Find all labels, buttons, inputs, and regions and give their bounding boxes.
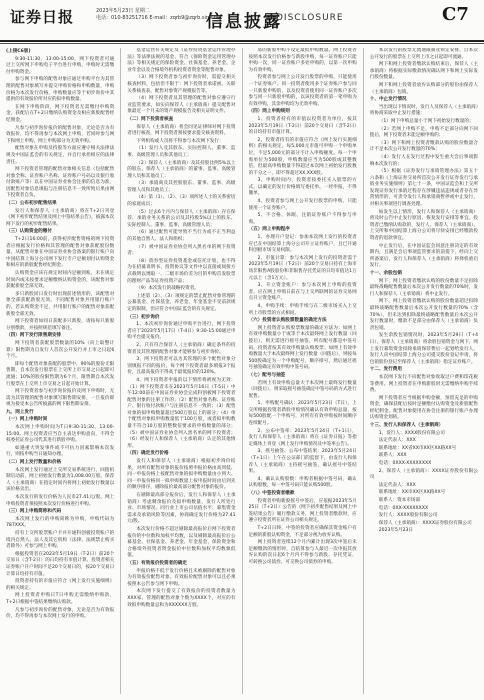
paragraph: （5）过去6个月内与保荐人（主承销商）存在保荐、承销业务关系的公司及其持股5%以上的股东、实际控制人、董事、监事、高级管理人员； <box>127 209 236 228</box>
paragraph: 本次网上发行通过上交所交易系统进行，回拨机制启动前，网上初始发行数量为1,008.00万股。保荐人（主承销商）在指定时间内将网上初始发行数量以该价格卖出。 <box>6 467 115 493</box>
paragraph: 凡参与初步询价报价的配售对象，无论是否为有效报价，均不得再参与本次网上申购，若同时参与网下和网上申购，网上申购部分为无效申购。 <box>6 125 115 144</box>
section-heading: （四）确定发行价格 <box>127 451 169 457</box>
paragraph: 若网上有效申购总量大于本次网上最终发行数量（回拨后），则采取摇号抽签确定中签号码的方式进行配售。 <box>248 380 357 399</box>
paragraph: （1）发行人及其股东、实际控制人、董事、监事、高级管理人员和其他员工； <box>127 146 236 158</box>
section-title: 信息披露 <box>206 12 282 32</box>
newspaper-logo: 证券日报 <box>10 8 75 26</box>
section-heading: （二）公布初步配售结果 <box>6 201 57 207</box>
paragraph: （3）网下投资者参与初步询价时，需提交相关核查材料，包括但不限于：网下投资者承诺函、关联关系核查表、配售对象资产规模报告等。 <box>127 75 236 94</box>
paragraph: 3、申购时间内，投资者按委托买入股票的方式，以确定的发行价格填写委托单。一经申报，不得撤单。 <box>248 178 357 197</box>
paragraph: （4）发行人在发行过程中发生重大会后事项影响本次发行的； <box>369 154 478 167</box>
paragraph: （2）若网上申购不足，申购不足部分向网下回拨后，网下投资者未能足额申购的； <box>369 126 478 139</box>
paragraph: 在剔除最高部分报价后，发行人和保荐人（主承销商）考虑剩余报价及拟申购数量、发行人所处行业、市场情况、同行业上市公司估值水平、募集资金需求及承销风险等因素，协商确定发行价格为27.41元/股。 <box>127 493 236 525</box>
paragraph: 中止发行后，在中国证监会同意注册决定的有效期内，且满足会后事项监管要求的前提下，经向上交所备案后，发行人和保荐人（主承销商）将择机重启发行。 <box>369 243 478 269</box>
paragraph: 申报价格不低于发行价格且未被剔除的配售对象为有效报价配售对象。有效报价配售对象可以且必须按照本公告参与网下申购。 <box>127 568 236 587</box>
paragraph: 本次网上申购时间为T日9:30-11:30、13:00-15:00。网上投资者应当自主表达申购意向，不得全权委托证券公司代其进行新股申购。 <box>6 425 115 444</box>
section-heading: （三）网上申购简称和代码 <box>6 509 62 515</box>
paragraph: 1、发行人：XXXX股份有限公司 <box>378 430 445 436</box>
paragraph: 1、申购配号确认：2023年5月23日（T日），上交所根据投资者新股申购情况确认有效申购总量，按每500股配一个申购号，对所有有效申购按时间顺序连续配号。 <box>248 401 357 427</box>
paragraph: 1、办理开户登记：参加本次网上发行的投资者应已在中国结算上海分公司开立证券账户，且已开通科创板市场交易权限。 <box>248 235 357 254</box>
paragraph: 投资者参与网上公开发行股票的申购，只能使用一个证券账户。同一投资者使用多个证券账户参与同一只新股申购的，以及投资者使用同一证券账户多次参与同一只新股申购的，以该投资者的第一笔申购为有效申购，其余申购均为无效申购。 <box>248 75 357 107</box>
paragraph: 网下投资者管理的配售对象相关信息（包括配售对象全称、证券账户名称、证券账户号码以及银行收付款账户等）以在中国证券业协会注册的信息为准，因配售对象信息填报与注册信息不一致所致后果由网下投资者自负。 <box>6 167 115 199</box>
paragraph: 网下和网上投资者缴款认购结束后，保荐人（主承销商）将根据实际缴款情况确认网下和网上实际发行股份数量。 <box>369 62 478 81</box>
paragraph: 联系人：XXX <box>378 453 407 459</box>
section-heading: （六）投资者认购股票数量的确定方法 <box>248 318 327 324</box>
paragraph: 基金运营有关规定及《证券投资基金运作管理办法》等法律法规的基金、符合《保险资金运用管理办法》等相关规定的保险资金、社保基金、养老金、企业年金以及合格境外机构投资者资金等配售对象。 <box>127 48 236 73</box>
paragraph: 网下、网上投资者缴款认购的股份数量超过扣除最终战略配售数量后本次公开发行数量的70%（含70%），但未达到扣除最终战略配售数量后本次公开发行数量时，缴款不足部分由保荐人（主承销商）负责包销。 <box>369 299 478 331</box>
paragraph: （3）网下和网上投资者缴款认购的股份数量合计不足本次公开发行数量的70%； <box>369 140 478 153</box>
paragraph: 网上投资者申购日T日申购无需缴纳申购款，T+2日根据中签结果缴纳认购款。 <box>6 593 115 605</box>
paragraph: 本次发行的发行价格为人民币27.41元/股。网上申购投资者须按照本次发行价格进行申购。 <box>6 495 115 507</box>
column-divider <box>120 48 121 694</box>
column-3 <box>249 48 357 694</box>
page-number: C7 <box>442 4 469 25</box>
paragraph: 网下投资者应当根据申购金额，预留充足的申购资金，确保获配后按时足额缴付认购资金及新股配售经纪佣金。配售对象使用在协会注册的银行账户办理认购资金划转。 <box>369 395 478 421</box>
article-columns <box>6 48 478 694</box>
paragraph: 2、市值计算：参与本次网上发行的投资者需于2023年5月19日（T-2日）前20个交易日持有上海市场非限售A股股份和非限售存托凭证的日均市值达1万元以上（含1万元）。 <box>248 255 357 281</box>
paragraph: 如发生以上情形，发行人和保荐人（主承销商）将及时公告中止发行原因、恢复发行安排等事宜。投资者已缴纳认购款的，发行人、保荐人（主承销商）、上交所和中国结算上海分公司将尽快安排已经缴款投资者的退款事宜。 <box>369 209 478 242</box>
paragraph: （9）本次发行的战略投资者。 <box>136 286 199 292</box>
paragraph: （4）第（1）、（2）、（3）项所述人士的关系密切的家庭成员； <box>127 195 236 208</box>
section-heading: （三）初步询价 <box>127 314 160 320</box>
header-meta <box>96 8 222 22</box>
paragraph: 认购资金应该在规定时间内足额到账，未在规定时间内或未按要求足额缴纳认购资金的，该配售对象获配新股全部无效。 <box>6 271 115 290</box>
paragraph: 3、网下投资者可以为其管理的多个配售对象分别填报不同的报价，每个网下投资者最多填报3个报价，且最高报价不得高于最低报价的120%。 <box>127 357 236 376</box>
paragraph: 联系人：资本市场部 <box>378 498 421 503</box>
paragraph: 易的新股申购不设定最低申购数量。网上投资者按照本次发行价格参与新股申购，每一证券账户只能申购一次，同一证券账户多处申购的，以第一次申购为有效申购。 <box>248 48 357 73</box>
section-heading: 十三、发行人和保荐人（主承销商） <box>369 423 444 429</box>
paragraph: 持有上交所股票账户卡并开通科创板投资账户的境内自然人、法人及其它机构（法律、法规禁止购买者除外）可参与网上申购。 <box>6 530 115 550</box>
paragraph: 网下和网上投资者放弃认购部分的股份由保荐人（主承销商）包销。 <box>369 82 478 95</box>
paragraph: 电话：0XX-XXXXXXXX <box>378 505 429 511</box>
section-heading: (上接C6版) <box>6 49 31 54</box>
paragraph: （1）网下申购总量小于网下初始发行数量的； <box>378 118 474 124</box>
section-heading: （八）中签投资者缴款 <box>248 491 295 496</box>
column-1 <box>6 48 114 694</box>
section-heading: 十一、余股包销 <box>369 271 402 276</box>
paragraph: 网下投资者参与初步询价报价及网下申购时，无需为其管理的配售对象填写限售期安排，一旦报价即视为接受本公告所披露的网下限售期安排。 <box>6 389 115 408</box>
paragraph: 法定代表人：XXX <box>378 482 416 488</box>
paragraph: （4）网下投资者及其管理的配售对象应遵守行业监管要求，如实向保荐人（主承销商）提交配售对象最近一个月末的资产规模报告及相关证明文件。 <box>127 96 236 115</box>
section-heading: 十、中止发行情况 <box>369 97 407 103</box>
paragraph: 发生余股包销情况时，2023年5月29日（T+4日），保荐人（主承销商）将余股包销资金与网下、网上发行募集资金扣除承销保荐费后一起划给发行人，发行人向中国结算上海分公司提交股份登记申请，将包销股份登记至保荐人（主承销商）指定证券账户。 <box>369 333 478 365</box>
paragraph: T+2日16:00前，获得初步配售资格的网下投资者应根据发行价格和其管理的配售对象获配股份数量，从配售对象在中国证券业协会备案的银行账户向中国结算上海分公司网下发行专户足额划付认购资金和相应的新股配售经纪佣金。 <box>6 237 115 269</box>
paragraph: 多只新股同日发行时出现前述情形的，该配售对象全部获配新股无效。不同配售对象共用银行账户的，若认购资金不足，共用银行账户的配售对象获配新股全部无效。 <box>6 291 115 317</box>
section-title-en: DISCLOSURE <box>276 13 344 23</box>
column-2 <box>127 48 235 694</box>
paragraph: 4、确认认购股数：申购者根据中签号码，确认认购股数，每一中签号码只能认购500股。 <box>248 476 357 489</box>
paragraph: 根据投资者在2023年5月19日（T-2日）前20个交易日（含T-2日）的日均持有市值计算，投资者相关证券账户开户时间不足20个交易日的，按20个交易日计算日均持有市值。 <box>6 551 115 577</box>
paragraph: 投资者持有的市值应符合《网上发行实施细则》的相关规定。 <box>6 579 115 591</box>
section-heading: （三）认购资金的缴付 <box>6 229 52 235</box>
paragraph: 网下投资者获配股票数量的10%（向上取整计算）限售期为自发行人首次公开发行并上市之日起6个月。 <box>6 340 115 360</box>
paragraph: 1、投资者持有的市值以投资者为单位，按其2023年5月19日（T-2日）前20个交易日（含T-2日）的日均持有市值计算。 <box>248 116 357 136</box>
paragraph: 本次网下发行提交了有效报价的投资者数量为XXX家，管理的配售对象个数为XXXX个，对应的有效拟申购数量总和为XXXXXX万股。 <box>127 589 236 608</box>
paragraph: 网下、网上投资者缴款认购的股份数量不足扣除最终战略配售数量后本次公开发行数量的70%时，发行人和保荐人（主承销商）将中止发行。 <box>369 278 478 297</box>
paragraph: 本次网上发行的申购简称为申购，申购代码为787XXX。 <box>6 516 115 529</box>
paragraph: 在网下申购阶段，网下投资者无需缴付申购资金，获配后在T+2日缴纳认购资金及相应新股配售经纪佣金。 <box>6 104 115 123</box>
column-divider <box>242 48 243 694</box>
paragraph: 4、网下投资者申报的以下情形将被视为无效：（1）网下投资者未在2023年5月16日（T-5日）中午12:00前在中国证券业协会完成科创板网下投资者配售对象的注册工作的；（2）配售对象名称、证券账户、银行收付款账户与注册信息不一致的；（3）配售对象的拟申购数量超过500万股以上的部分；（4）单个配售对象拟申购数量低于100万股，或者拟申购数量不符合10万股的整数倍要求的申购数量的部分；（5）被中国证券业协会列入黑名单的网下投资者；（6）经发行人和保荐人（主承销商）认定的其他情形。 <box>127 377 236 449</box>
paragraph: （8）债券型证券投资基金或信托计划，也不得为在招募说明书、投资协议等文件中以直接或间接方式载明以博取一、二级市场价差为目的申购首发股票的理财产品等证券投资产品； <box>127 258 236 284</box>
paragraph: 下列机构或人员将不得参与本次网下发行： <box>136 138 224 144</box>
paragraph: （6）通过配售可能导致不当行为或不正当利益的其他自然人、法人和组织； <box>127 230 236 243</box>
paragraph: 法定代表人：XXX <box>378 438 416 444</box>
paragraph: （2）保荐人（主承销商）及其持股比例5%以上的股东，保荐人（主承销商）的董事、监事、高级管理人员和其他员工； <box>127 160 236 179</box>
paragraph: 保荐人（主承销商）将会同见证律师对网下投资者进行核查，网下投资者须按要求提交核查资料。 <box>127 124 236 137</box>
header-rule <box>0 43 484 44</box>
paragraph: 发行人和保荐人（主承销商）将在T+2日刊登《网下初步配售结果及网上中签结果公告》，披露本次网下发行的初步配售结果。 <box>6 208 115 227</box>
paragraph: 配售对象在申购及持股等方面应遵守相关法律法规及中国证监会的有关规定，并自行承担相应的法律责任。 <box>6 146 115 165</box>
paragraph: 2、保荐人（主承销商）：XXXX证券股份有限公司 <box>369 468 478 481</box>
paragraph: 4、申购手续：申购手续与在二级市场买入上交所上市股票的方式相同。 <box>248 303 357 316</box>
paragraph: 参与网下申购的配售对象应通过申购平台为其管理的配售对象填写并提交申购价格和申购数量，申购价格为本次发行价格，申购数量应等于初步询价中其提供的有效报价所对应的拟申购数量。 <box>6 77 115 103</box>
paragraph: 网下投资者如同日获配多只新股，请按每只新股分别缴款，并按照规范填写备注。 <box>6 319 115 331</box>
section-heading: 十二、发行费用 <box>369 367 402 373</box>
column-4 <box>370 48 478 694</box>
section-heading: （五）网上申购程序 <box>248 227 290 233</box>
paragraph: 本次发行价格不超过剔除最高报价后网下投资者报价的中位数和加权平均数，以及剔除最高报价后公募基金、社保基金、养老金、年金基金、保险资金和合格境外投资者资金报价中位数和加权平均数孰低值。 <box>127 526 236 559</box>
paragraph: 5、不合格、休眠、注销证券账户不得参与申购。 <box>248 213 357 225</box>
paragraph: T+2日日终，中签的投资者应确保其资金账户有足额的新股认购资金，不足部分视为放弃认购。 <box>248 525 357 538</box>
paragraph: 本次发行的股票无流通限制及锁定安排，自本次公开发行的股票在上交所上市之日起即可流通。 <box>369 48 478 60</box>
paragraph: 即每个配售对象获配的股票中，90%的股份无限售期，自本次发行股票在上交所上市交易之日起即可流通；10%的股份限售期为6个月，限售期自本次发行股票在上交所上市交易之日起开始计算。 <box>6 361 115 387</box>
paragraph: 投资者申购新股摇号中签后，应依据2023年5月25日（T+2日）公告的《网下初步配售结果及网上中签结果公告》履行缴款义务，网上投资者缴款时，应遵守投资者所在证券公司相关规定。 <box>248 498 357 524</box>
paragraph: 凡参与初步询价的配售对象，无论是否为有效报价，均不得再参与本次网上发行的申购。 <box>6 607 115 620</box>
paragraph: 4、投资者参与网上公开发行股票的申购，只能使用一个证券账户。 <box>248 199 357 211</box>
paragraph: 上述第（2）、（3）项规定的禁止配售对象管理的公募基金、社保基金、养老金、年金基金不受前款规定的限制，但应符合中国证监会的有关规定。 <box>127 293 236 312</box>
paragraph: （5）根据《证券发行与承销管理办法》第五十六条和《上海证券交易所首次公开发行证券发行与承销业务实施细则》第七十一条，中国证监会和上交所发现证券发行承销过程存在涉嫌违法违规或者存在异常情形的，可责令发行人和承销商暂停或中止发行，对相关事项进行调查处理。 <box>369 169 478 208</box>
paragraph: 本次网下发行不向配售对象收取过户费和印花税等费用。网上投资者在申购新股时无需缴纳申购手续费。 <box>369 374 478 394</box>
section-heading: （四）网上申购规则 <box>248 109 290 115</box>
contact-info: 电话：010-83251716 E-mail：zqrb9@zqrb.sina.net <box>96 15 222 21</box>
section-heading: （一）网上申购时间 <box>6 417 48 423</box>
paragraph: 如遇重大突发事件或不可抗力因素影响本次发行，则按申购当日通知办理。 <box>6 445 115 458</box>
paragraph: 发行人：XXXX股份有限公司 <box>378 513 438 519</box>
paragraph: 3、摇号抽签、公布中签结果：2023年5月24日（T+1日）上午在公证部门的监督下，由发行人和保荐人（主承销商）主持摇号抽签，确认摇号中签结果。 <box>248 449 357 475</box>
paragraph: 2023年5月23日 <box>378 528 413 534</box>
paragraph: 联系地址：XX省XX市XX区XX路XX号 <box>378 445 457 451</box>
paragraph: 网上投资者连续12个月内累计出现3次中签后未足额缴款的情形时，自结算参与人最近一次申报其放弃认购的次日起6个月内不得参与新股、存托凭证、可转换公司债券、可交换公司债券的申购。 <box>248 540 357 565</box>
paragraph: 1、本次初步询价通过申购平台进行，网下投资者应于2023年5月17日（T-4日）9:30-15:00通过申购平台提交报价。 <box>127 322 236 341</box>
paragraph: 发行人和保荐人（主承销商）根据初步询价结果，对所有配售对象的报价按照申报价格由高到低、同一申报价格上按配售对象的拟申购数量由小到大、同一申报价格同一拟申购数量上按申报时间由后到先的顺序排序，剔除报价最高部分配售对象的报价。 <box>127 459 236 491</box>
paragraph: （3）承销商及其控股股东、董事、监事、高级管理人员和其他员工； <box>127 181 236 193</box>
paragraph: （7）被中国证券业协会列入黑名单的网下投资者； <box>127 244 236 257</box>
paragraph: 联系地址：XX市XX区XX路XX号 <box>378 490 446 496</box>
paragraph: 保荐人（主承销商）：XXXX证券股份有限公司 <box>378 520 472 526</box>
issue-date: 2023年5月23日 星期二 <box>96 8 150 14</box>
column-divider <box>363 48 364 694</box>
section-heading: （七）配号与抽签 <box>248 372 286 378</box>
section-heading: （五）有效报价投资者的确定 <box>127 560 187 566</box>
paragraph: 9:30-11:30，13:00-15:00，网下投资者可通过上交所网下申购电子平台进行申购，申购时无需缴付申购资金。 <box>6 56 115 75</box>
paragraph: 2、投资者持有的市值应符合《网上发行实施细则》的相关规定。每5,000元市值可申购一个申购单位，不足5,000元的部分不计入申购额度。每一个申购单位为500股，申购数量应当为500股或其整数倍，但最高申购数量不得超过本次网上初始发行股数的千分之一，即不得超过XX,XXX股。 <box>248 137 357 176</box>
paragraph: 电话：0XXX-XXXXXXXX <box>378 461 432 467</box>
page-header <box>0 0 484 42</box>
paragraph: 当出现以下情况时，发行人及保荐人（主承销商）将协商采取中止发行措施： <box>369 104 478 117</box>
section-heading: （二）网上发行数量和价格 <box>6 460 62 466</box>
section-heading: 九、网上发行 <box>6 409 34 415</box>
section-heading: （二）网下投资者核查 <box>127 116 174 122</box>
paragraph: 2、只有符合保荐人（主承销商）确定条件的投资者及其管理的配售对象才能够参与初步询价。 <box>127 342 236 355</box>
paragraph: 3、开立资金账户：参与本次网上申购的投资者，应在网上申购日前在与上交所联网的证券交易网点开立资金账户。 <box>248 283 357 302</box>
section-heading: （四）网下发行限售期安排 <box>6 333 62 339</box>
paragraph: 2、公布中签率：2023年5月24日（T+1日），发行人和保荐人（主承销商）将在《证券日报》等指定媒体上刊登《网上发行申购情况及中签率公告》。 <box>248 428 357 447</box>
paragraph: 网上投资者认购股票数量的确定方法为：如网上有效申购数量小于或等于本次最终网上发行数量（回拨后），则无需进行摇号抽签，所有配号都是中签号码，投资者按其有效申购量认购股票；如网上有效申购数量大于本次最终网上发行数量（回拨后），则按每500股确定为一个申购配号，顺序排号，然后通过摇号抽签确定有效申购中签号码。 <box>248 325 357 371</box>
